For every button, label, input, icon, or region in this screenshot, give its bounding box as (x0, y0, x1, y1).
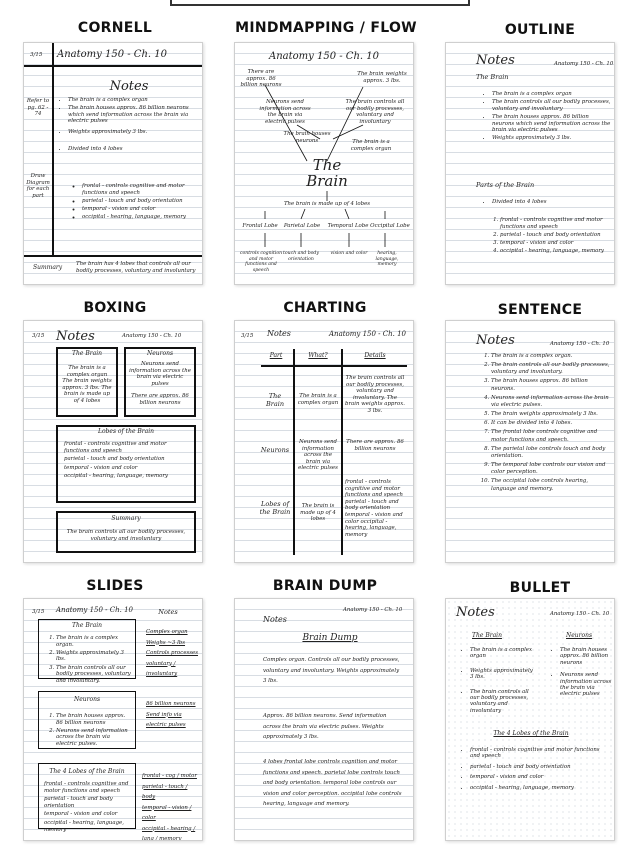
list-item: • The brain is a complex organ (470, 647, 536, 660)
boxing-course: Anatomy 150 - Ch. 10 (122, 333, 182, 339)
boxing-summary-text: The brain controls all our bodily processes, voluntary and involuntary (66, 529, 186, 542)
mindmap-course-title: Anatomy 150 - Ch. 10 (269, 51, 379, 62)
list-item: occipital - hearing, language, memory (44, 819, 124, 833)
list-item: frontal - cog / motor (142, 773, 197, 779)
braindump-paragraph-2: Approx. 86 billion neurons. Send information across the brain via electric pulses. Weights approximately 3 lbs. (263, 713, 387, 740)
braindump-notes-title: Notes (263, 615, 287, 624)
mindmap-lobe-temporal: Temporal Lobe (327, 223, 369, 229)
cornell-summary-text: The brain has 4 lobes that controls all our bodily processes, voluntary and involuntary (76, 261, 196, 274)
slide-1-notes (146, 627, 200, 680)
list-item: 4. occipital - hearing, language, memory (500, 248, 610, 255)
list-item: • The brain is a complex organ (492, 91, 612, 98)
cornell-cue-divider (52, 43, 54, 255)
list-item: 6. It can be divided into 4 lobes. (491, 420, 612, 427)
list-item: 10. The occipital lobe controls hearing, language and memory. (491, 478, 612, 493)
outline-divided (484, 199, 604, 207)
list-item: Send info via electric pulses (146, 711, 186, 728)
charting-header-what: What? (308, 352, 328, 359)
list-item: • The brain controls all our bodily processes, voluntary and involuntary (492, 99, 612, 112)
boxing-neurons-title: Neurons (146, 350, 174, 357)
list-item: • parietal - touch and body orientation (470, 764, 610, 770)
charting-date: 3/15 (241, 333, 254, 339)
list-item: Controls processes voluntary / involuntary (146, 650, 199, 677)
slides-course: Anatomy 150 - Ch. 10 (56, 606, 133, 614)
cornell-course-title: Anatomy 150 - Ch. 10 (57, 49, 167, 60)
charting-col-divider-2 (341, 349, 343, 555)
cornell-summary-line (24, 255, 203, 257)
bullet-card (445, 598, 615, 841)
mindmap-lobe-occipital: Occipital Lobe (370, 223, 410, 229)
outline-course: Anatomy 150 - Ch. 10 (554, 61, 614, 67)
charting-header-line (261, 365, 407, 367)
list-item: • Divided into 4 lobes (68, 146, 196, 153)
charting-col-divider-1 (293, 349, 295, 555)
mindmap-lobes-text: The brain is made up of 4 lobes (283, 201, 371, 207)
heading-bullet: BULLET (509, 580, 571, 596)
list-item: • Weights approximately 3 lbs. (492, 135, 612, 142)
list-item: 7. The frontal lobe controls cognitive and motor functions and speech. (491, 429, 612, 444)
list-item: Complex organ (146, 629, 188, 635)
list-item: 2. parietal - touch and body orientation (500, 232, 610, 239)
list-item: • The brain controls all our bodily processes, voluntary and involuntary (470, 689, 536, 715)
cornell-lobes (74, 183, 198, 222)
sentence-course: Anatomy 150 - Ch. 10 (550, 341, 610, 347)
list-item: 3. The brain controls all our bodily processes, voluntary and involuntary. (56, 665, 132, 685)
charting-row-3-what: The brain is made up of 4 lobes (300, 503, 336, 523)
list-item: occipital - hearing / lang / memory (142, 825, 196, 841)
list-item: temporal - vision and color (64, 464, 138, 471)
charting-row-1-part: The Brain (265, 392, 285, 408)
outline-section-1: The Brain (476, 73, 509, 81)
list-item: 2. Weights approximately 3 lbs. (56, 650, 132, 663)
mindmap-desc-parietal: touch and body orientation (283, 251, 319, 262)
list-item: • The brain houses approx. 86 billion neurons which send information across the brain via electric pulses (68, 105, 196, 125)
charting-header-details: Details (364, 352, 386, 359)
list-item: 5. The brain weights approximately 3 lbs. (491, 411, 612, 418)
boxing-brain-title: The Brain (72, 350, 102, 357)
list-item: 3. temporal - vision and color (500, 240, 610, 247)
slide-3-notes (142, 771, 202, 841)
charting-row-2-what: Neurons send information across the brain via electric pulses (298, 439, 338, 472)
list-item: frontal - controls cognitive and motor functions and speech (64, 441, 167, 454)
mindmap-lobe-frontal: Frontal Lobe (242, 223, 278, 229)
slides-card (23, 598, 203, 841)
slide-3-title: The 4 Lobes of the Brain (49, 768, 125, 775)
heading-slides: SLIDES (86, 578, 144, 594)
slides-notes-title: Notes (158, 608, 178, 616)
outline-section-2: Parts of the Brain (476, 181, 535, 189)
list-item: • Divided into 4 lobes (492, 199, 604, 206)
mindmap-card (234, 42, 414, 285)
braindump-card (234, 598, 414, 841)
mindmap-node-neurons-send: Neurons send information across the brain via electric pulses (259, 99, 311, 125)
list-item: 86 billion neurons (146, 701, 196, 707)
list-item: • The brain houses approx. 86 billion neurons which send information across the brain via electric pulses (492, 114, 612, 134)
list-item: • Weights approximately 3 lbs. (68, 129, 196, 136)
list-item: 1. frontal - controls cognitive and motor functions and speech (500, 217, 610, 230)
boxing-card (23, 320, 203, 563)
bullet-col2-list (552, 647, 614, 699)
list-item: ◦ parietal - touch and body orientation (82, 198, 198, 205)
list-item: 1. The brain is a complex organ. (56, 635, 132, 648)
mindmap-node-controls: The brain controls all our bodily processes, voluntary and involuntary (345, 99, 405, 125)
charting-notes-title: Notes (267, 329, 291, 338)
braindump-paragraph-3: 4 lobes frontal lobe controls cognition and motor functions and speech. parietal lobe controls touch and body orientation. temporal lobe controls our vision and color perception. occipital lobe controls hearing, language and memory. (263, 759, 402, 807)
bullet-col2-title: Neurons (566, 632, 593, 639)
charting-row-3-part: Lobes of the Brain (259, 500, 291, 516)
charting-course: Anatomy 150 - Ch. 10 (329, 330, 406, 338)
heading-sentence: SENTENCE (497, 302, 583, 318)
list-item: temporal - vision / color (142, 804, 192, 821)
slide-2-notes (146, 699, 200, 731)
list-item: Weighs ~3 lbs (146, 639, 186, 646)
heading-cornell: CORNELL (77, 20, 153, 36)
list-item: ◦ temporal - vision and color (82, 206, 198, 213)
mindmap-node-neurons-count: There are approx. 86 billion neurons (240, 69, 282, 89)
outline-lobes (492, 217, 610, 256)
charting-header-part: Part (269, 352, 283, 359)
outline-points (484, 91, 612, 144)
charting-row-1-details: The brain controls all our bodily processes, voluntary and involuntary. The brain weights approx. 3 lbs. (345, 375, 405, 414)
list-item: ◦ occipital - hearing, language, memory (82, 214, 198, 221)
bullet-col1-title: The Brain (472, 632, 502, 639)
heading-charting: CHARTING (283, 300, 367, 316)
mindmap-lobe-parietal: Parietal Lobe (283, 223, 321, 229)
bullet-lobes-list (462, 747, 610, 793)
list-item: ◦ frontal - controls cognitive and motor functions and speech (82, 183, 198, 196)
list-item: 2. Neurons send information across the brain via electric pulses. (56, 728, 132, 748)
cornell-card (23, 42, 203, 285)
mindmap-desc-frontal: controls cognition and motor functions and speech (239, 251, 283, 273)
top-frame-edge (170, 0, 470, 6)
list-item: • occipital - hearing, language, memory (470, 785, 610, 791)
list-item: • frontal - controls cognitive and motor functions and speech (470, 747, 610, 760)
sentence-notes-title: Notes (476, 333, 515, 348)
heading-braindump: BRAIN DUMP (272, 578, 378, 594)
mindmap-node-complex: The brain is a complex organ (350, 139, 392, 152)
list-item: • Weights approximately 3 lbs. (470, 668, 536, 681)
bullet-lobes-title: The 4 Lobes of the Brain (493, 730, 569, 737)
list-item: occipital - hearing, language, memory (64, 473, 168, 480)
list-item: • The brain is a complex organ (68, 97, 196, 104)
slide-2-items (48, 713, 132, 749)
charting-row-2-details: There are approx. 86 billion neurons (346, 439, 404, 452)
braindump-course: Anatomy 150 - Ch. 10 (343, 607, 403, 613)
slide-1-title: The Brain (72, 622, 102, 629)
cornell-cue-1: Refer to pg. 62 - 74 (26, 98, 50, 118)
list-item: parietal - touch and body orientation (44, 796, 113, 809)
charting-row-1-what: The brain is a complex organ (297, 393, 339, 406)
mindmap-center-node: The Brain (306, 156, 348, 190)
list-item: parietal - touch and body orientation (64, 456, 165, 463)
heading-mindmap: MINDMAPPING / FLOW (235, 20, 417, 36)
cornell-date: 3/15 (30, 52, 43, 58)
boxing-notes-title: Notes (56, 329, 95, 344)
mindmap-node-houses: The brain houses neurons (283, 131, 331, 144)
list-item: • Neurons send information across the brain via electric pulses (560, 672, 614, 698)
slide-2-title: Neurons (73, 696, 101, 703)
slide-1-items (48, 635, 132, 686)
boxing-lobes-title: Lobes of the Brain (97, 428, 155, 435)
slide-3-items (44, 781, 132, 833)
boxing-summary-title: Summary (111, 515, 141, 522)
list-item: 8. The parietal lobe controls touch and body orientation. (491, 446, 612, 461)
outline-card (445, 42, 615, 285)
slides-date: 3/15 (32, 609, 45, 615)
charting-card (234, 320, 414, 563)
braindump-title: Brain Dump (302, 633, 358, 643)
mindmap-desc-occipital: hearing, language, memory (375, 251, 399, 268)
braindump-paragraph-1: Complex organ. Controls all our bodily processes, voluntary and involuntary. Weights approximately 3 lbs. (263, 657, 400, 684)
list-item: 1. The brain houses approx. 86 billion neurons (56, 713, 132, 726)
cornell-header-line (24, 65, 203, 67)
list-item: 4. Neurons send information across the brain via electric pulses. (491, 395, 612, 410)
list-item: temporal - vision and color (44, 811, 118, 818)
cornell-summary-label: Summary (33, 264, 63, 271)
cornell-points (60, 97, 196, 154)
list-item: parietal - touch / body (142, 783, 188, 800)
outline-notes-title: Notes (476, 53, 515, 68)
heading-boxing: BOXING (83, 300, 147, 316)
list-item: 1. The brain is a complex organ. (491, 353, 612, 360)
boxing-lobes-list (64, 441, 190, 480)
charting-row-3-details: frontal - controls cognitive and motor functions and speech parietal - touch and body orientation temporal - vision and color occipital - hearing, language, memory (345, 479, 403, 538)
charting-row-2-part: Neurons (260, 446, 290, 454)
list-item: 2. The brain controls all our bodily processes, voluntary and involuntary. (491, 362, 612, 377)
sentence-card (445, 320, 615, 563)
list-item: 3. The brain houses approx. 86 billion neurons. (491, 378, 612, 393)
boxing-neurons-text-2: There are approx. 86 billion neurons (131, 393, 189, 406)
cornell-notes-title: Notes (109, 79, 149, 94)
cornell-cue-2: Draw Diagram for each part (26, 173, 50, 199)
list-item: 9. The temporal lobe controls our vision and color perception. (491, 462, 612, 477)
bullet-col1-list (462, 647, 536, 716)
list-item: frontal - controls cognitive and motor functions and speech (44, 781, 129, 794)
boxing-date: 3/15 (32, 333, 45, 339)
boxing-neurons-text-1: Neurons send information across the brain via electric pulses (129, 361, 191, 387)
mindmap-node-weight: The brain weights approx. 3 lbs. (357, 71, 407, 84)
list-item: • temporal - vision and color (470, 774, 610, 780)
bullet-notes-title: Notes (456, 605, 495, 620)
mindmap-desc-temporal: vision and color (330, 251, 368, 256)
boxing-brain-text: The brain is a complex organ The brain weights approx. 3 lbs. The brain is made up of 4 lobes (62, 365, 112, 404)
bullet-course: Anatomy 150 - Ch. 10 (550, 611, 610, 617)
heading-outline: OUTLINE (504, 22, 576, 38)
list-item: • The brain houses approx. 86 billion neurons (560, 647, 614, 666)
sentence-list (482, 353, 612, 495)
